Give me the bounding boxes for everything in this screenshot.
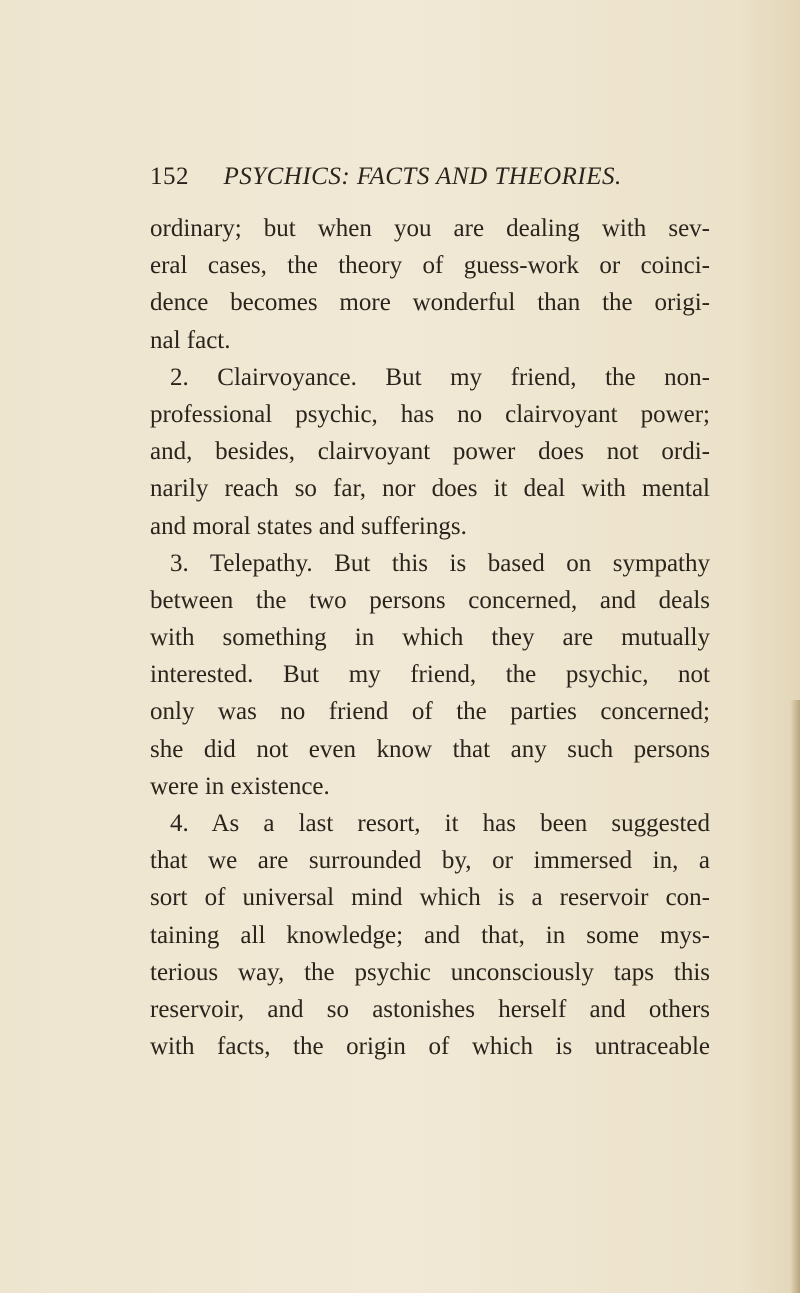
text-line: only was no friend of the parties concerned; (150, 698, 710, 726)
text-line: with facts, the origin of which is untraceable (150, 1033, 710, 1061)
text-line: 2. Clairvoyance. But my friend, the non- (170, 363, 710, 391)
text-line: taining all knowledge; and that, in some mys- (150, 921, 710, 949)
text-line: interested. But my friend, the psychic, not (150, 661, 710, 689)
running-title: PSYCHICS: FACTS AND THEORIES. (223, 163, 622, 190)
text-line: sort of universal mind which is a reservoir con- (150, 884, 710, 912)
body-text (150, 210, 710, 1065)
text-line: were in existence. (150, 772, 330, 800)
text-line: that we are surrounded by, or immersed in, a (150, 847, 710, 875)
text-line: with something in which they are mutually (150, 624, 710, 652)
text-line: reservoir, and so astonishes herself and others (150, 995, 710, 1023)
text-line: nal fact. (150, 326, 231, 354)
text-line: narily reach so far, nor does it deal with mental (150, 475, 710, 503)
text-line: dence becomes more wonderful than the origi- (150, 289, 710, 317)
page-number: 152 (150, 163, 189, 190)
text-line: 4. As a last resort, it has been suggested (170, 810, 710, 837)
page-header (150, 161, 670, 201)
text-line: terious way, the psychic unconsciously taps this (150, 958, 710, 986)
text-line: eral cases, the theory of guess-work or coinci- (150, 252, 710, 280)
text-line: and moral states and sufferings. (150, 512, 467, 540)
page-edge-shadow (790, 700, 800, 1293)
text-line: 3. Telepathy. But this is based on sympathy (170, 549, 710, 577)
text-line: she did not even know that any such persons (150, 735, 710, 763)
text-line: ordinary; but when you are dealing with sev- (150, 215, 710, 242)
text-line: between the two persons concerned, and deals (150, 586, 710, 614)
text-line: and, besides, clairvoyant power does not ordi- (150, 438, 710, 466)
text-line: professional psychic, has no clairvoyant power; (150, 400, 710, 428)
